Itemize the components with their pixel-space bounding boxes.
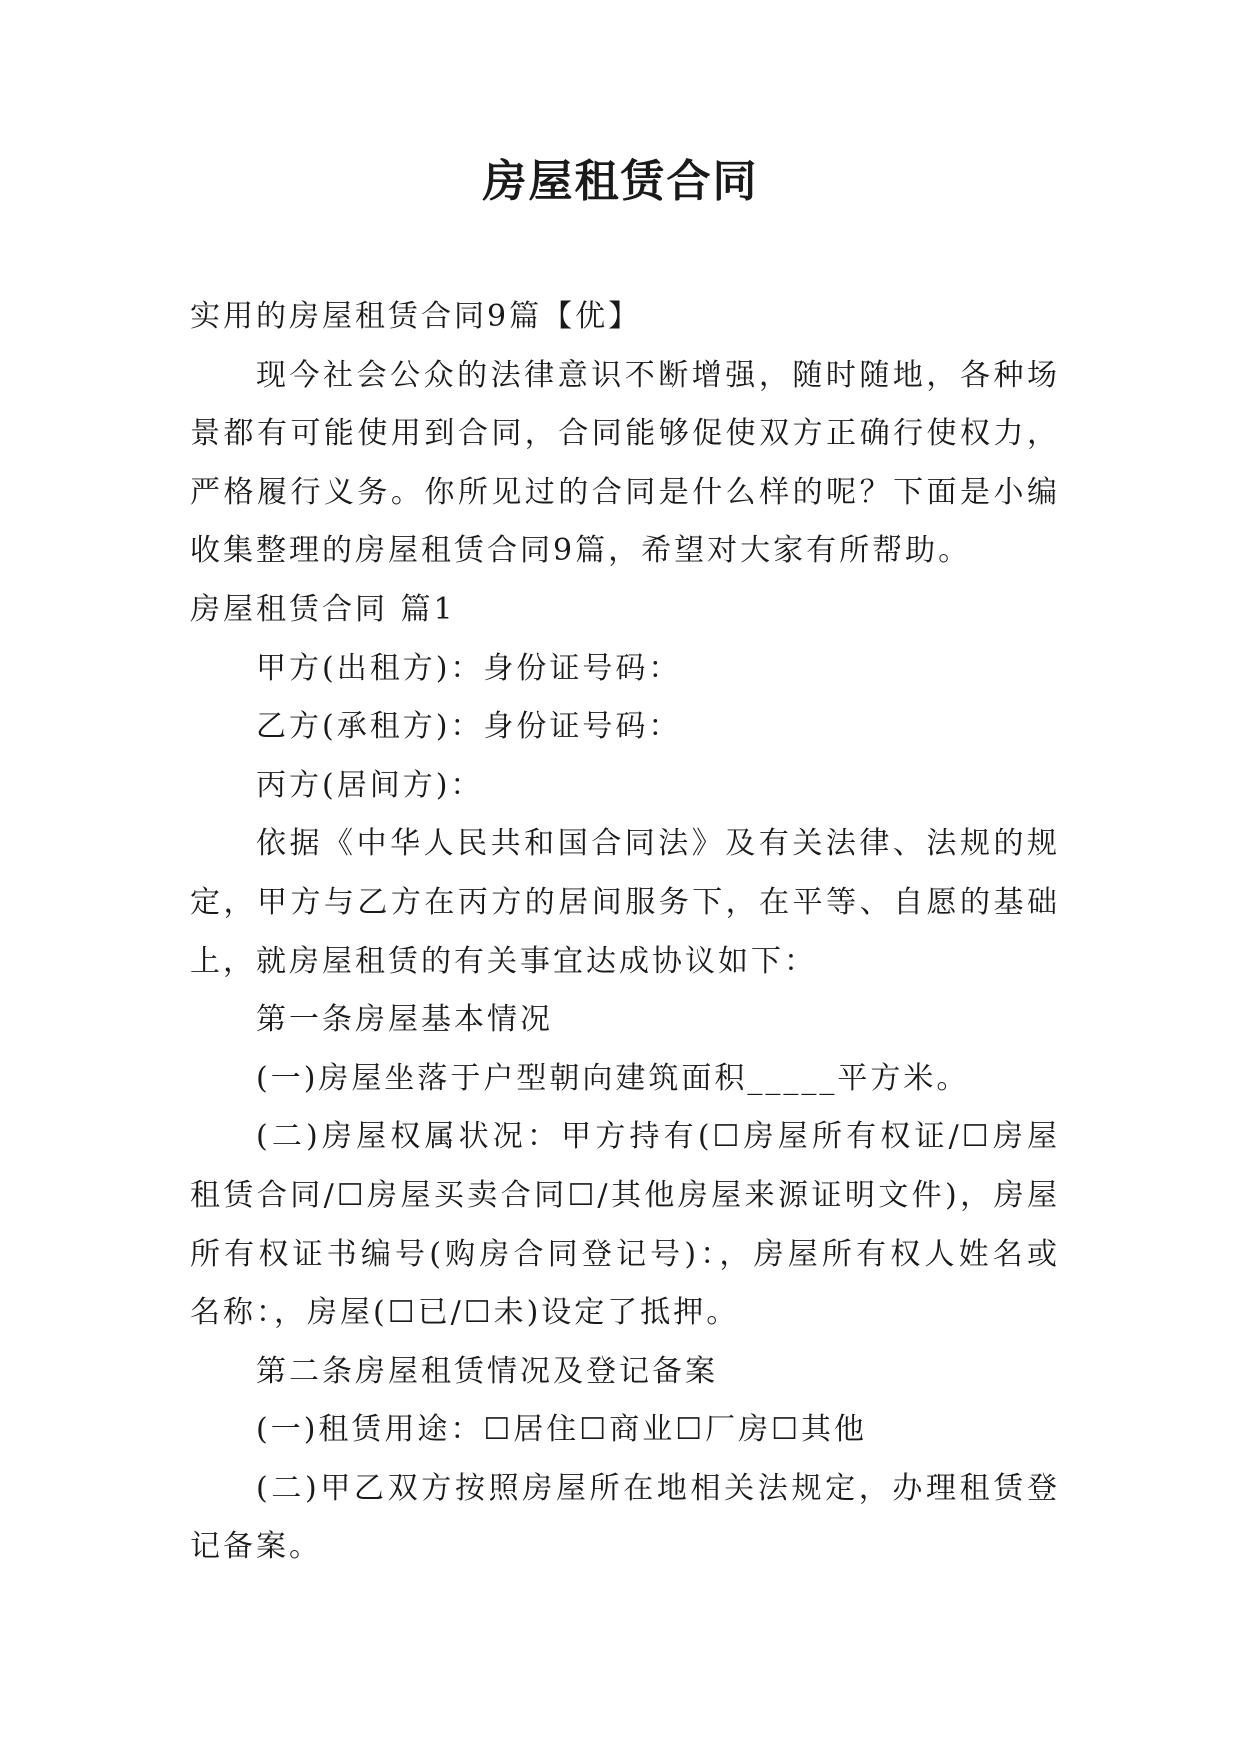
party-a-line: 甲方(出租方)：身份证号码： (256, 650, 682, 686)
article-2-title: 第二条房屋租赁情况及登记备案 (256, 1353, 718, 1389)
article-1-item-2: (二)房屋权属状况：甲方持有(☐房屋所有权证/☐房屋租赁合同/☐房屋买卖合同☐/其他房屋来源证明文件)，房屋所有权证书编号(购房合同登记号)：，房屋所有权人姓名或名称：，房屋(☐已/☐未)设定了抵押。 (190, 1119, 1060, 1331)
section-heading: 房屋租赁合同 篇1 (190, 591, 456, 627)
article-2-item-2: (二)甲乙双方按照房屋所在地相关法规定，办理租赁登记备案。 (190, 1470, 1060, 1565)
intro-paragraph: 现今社会公众的法律意识不断增强，随时随地，各种场景都有可能使用到合同，合同能够促使双方正确行使权力，严格履行义务。你所见过的合同是什么样的呢？下面是小编收集整理的房屋租赁合同9篇，希望对大家有所帮助。 (190, 357, 1060, 569)
document-body (190, 288, 1060, 1577)
party-b-line: 乙方(承租方)：身份证号码： (256, 709, 682, 745)
article-2-item-1: (一)租赁用途：☐居住☐商业☐厂房☐其他 (256, 1412, 867, 1448)
article-1-title: 第一条房屋基本情况 (256, 1002, 553, 1038)
article-1-item-1: (一)房屋坐落于户型朝向建筑面积_____平方米。 (256, 1060, 970, 1096)
document-subtitle: 实用的房屋租赁合同9篇【优】 (190, 299, 642, 334)
legal-basis-paragraph: 依据《中华人民共和国合同法》及有关法律、法规的规定，甲方与乙方在丙方的居间服务下，在平等、自愿的基础上，就房屋租赁的有关事宜达成协议如下： (190, 826, 1060, 979)
party-c-line: 丙方(居间方)： (256, 767, 484, 803)
document-title: 房屋租赁合同 (482, 156, 759, 207)
